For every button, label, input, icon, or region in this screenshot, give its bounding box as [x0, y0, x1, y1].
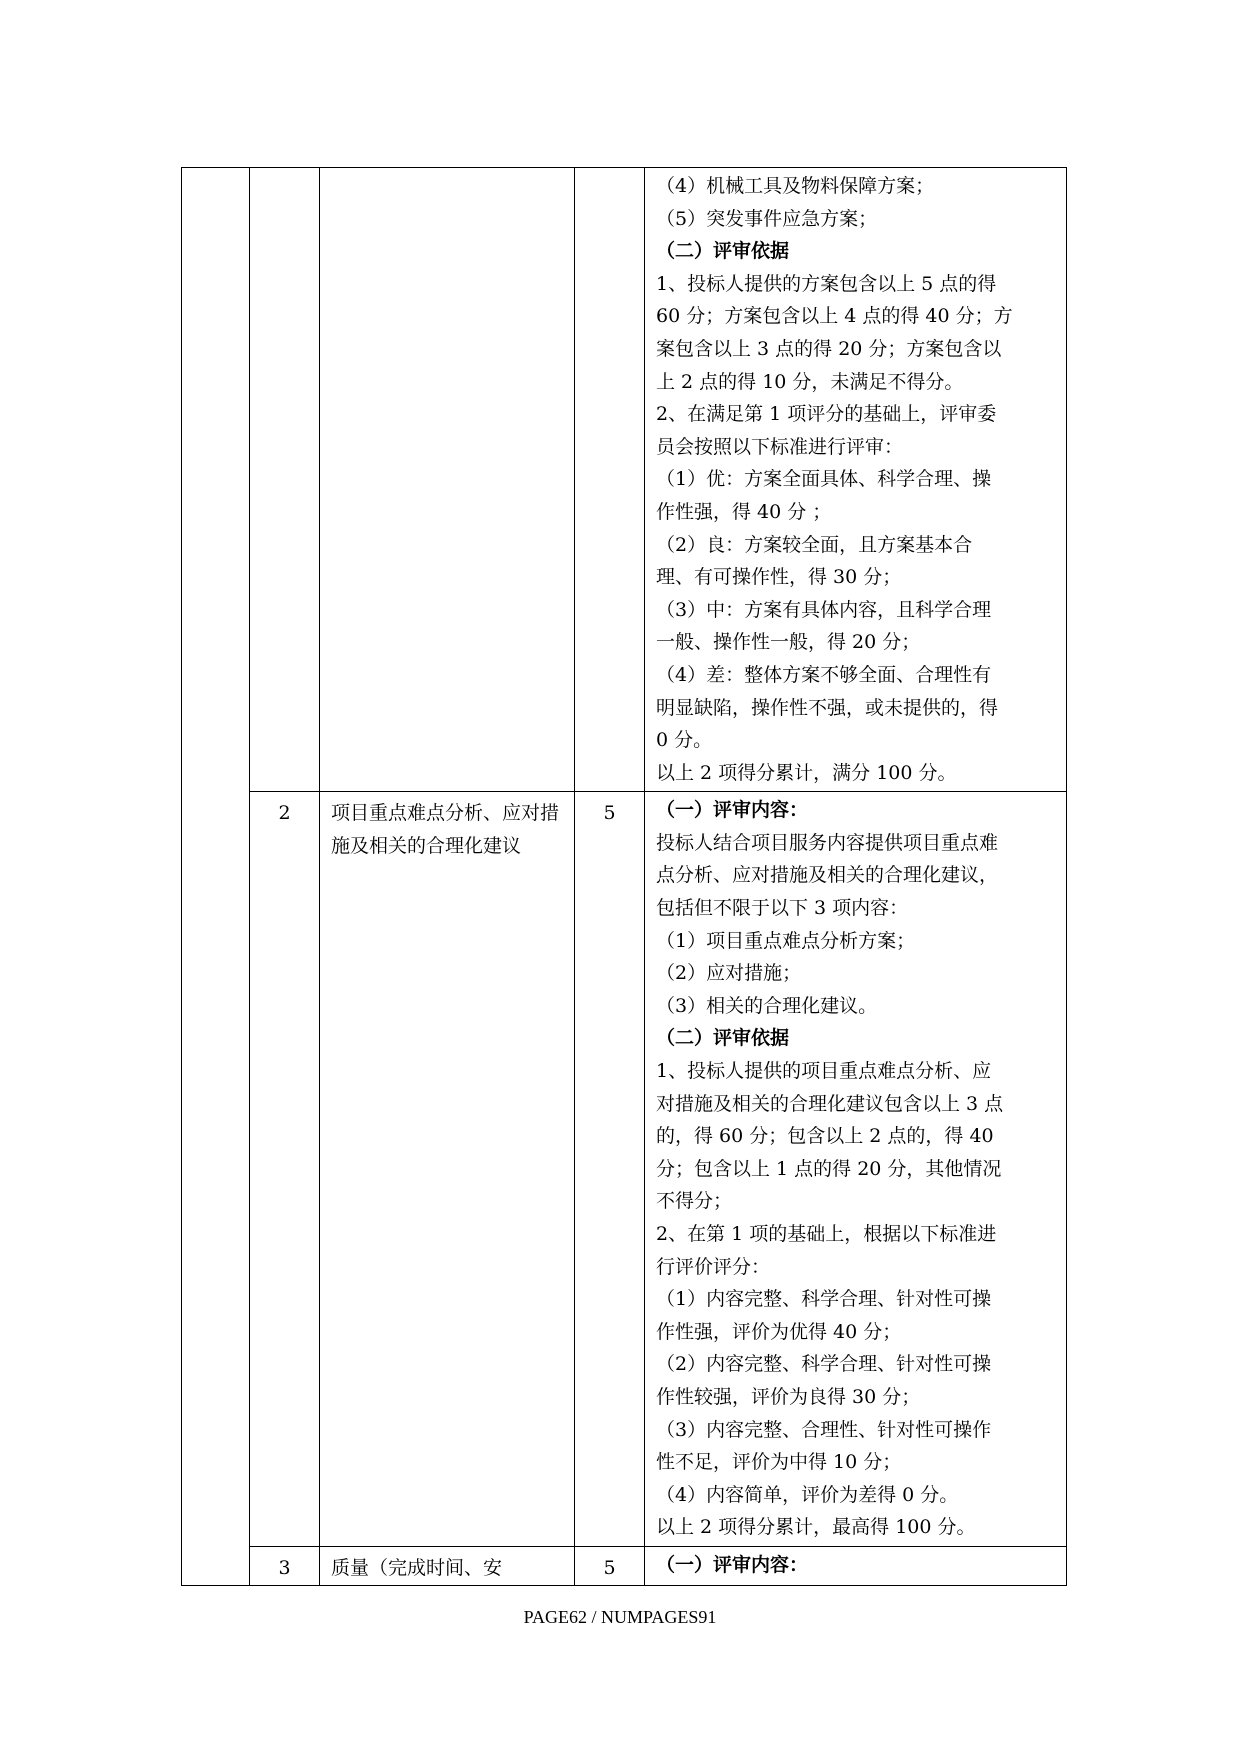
criteria-line: 一般、操作性一般，得 20 分；: [656, 631, 921, 654]
criteria-line: 明显缺陷，操作性不强，或未提供的，得: [656, 696, 999, 719]
section-heading: （二）评审依据: [656, 1027, 790, 1050]
criteria-line: 0 分。: [656, 729, 713, 752]
number-cell: [250, 792, 320, 1547]
item-name-cell: [320, 792, 575, 1547]
criteria-line: （2）内容完整、科学合理、针对性可操: [656, 1353, 992, 1376]
criteria-line: 2、在满足第 1 项评分的基础上，评审委: [656, 403, 997, 426]
table-row-3: [182, 1546, 1067, 1585]
item-name-cell: [320, 168, 575, 792]
section-heading: （一）评审内容：: [656, 1553, 809, 1576]
score-cell: [575, 1546, 645, 1585]
criteria-line: （1）内容完整、科学合理、针对性可操: [656, 1288, 992, 1311]
criteria-line: （1）项目重点难点分析方案；: [656, 929, 916, 952]
criteria-line: （1）优：方案全面具体、科学合理、操: [656, 468, 992, 491]
criteria-line: （3）相关的合理化建议。: [656, 994, 878, 1017]
section-heading: （二）评审依据: [656, 240, 790, 263]
number-cell: [250, 1546, 320, 1585]
item-number: 2: [278, 802, 291, 825]
criteria-line: 理、有可操作性，得 30 分；: [656, 566, 902, 589]
criteria-line: （4）差：整体方案不够全面、合理性有: [656, 663, 992, 686]
criteria-line: 作性强，得 40 分 ；: [656, 500, 832, 523]
criteria-line: 的，得 60 分；包含以上 2 点的，得 40: [656, 1125, 994, 1148]
item-name: 项目重点难点分析、应对措施及相关的合理化建议: [331, 802, 560, 857]
criteria-line: 60 分；方案包含以上 4 点的得 40 分；方: [656, 305, 1013, 328]
criteria-line: 行评价评分：: [656, 1255, 771, 1278]
score-cell: [575, 792, 645, 1547]
criteria-line: 1、投标人提供的方案包含以上 5 点的得: [656, 272, 997, 295]
criteria-line: （2）应对措施；: [656, 962, 802, 985]
item-score: 5: [603, 802, 616, 825]
scoring-table: [181, 167, 1067, 1586]
page-footer: PAGE62 / NUMPAGES91: [523, 1607, 717, 1627]
criteria-line: 案包含以上 3 点的得 20 分；方案包含以: [656, 337, 1002, 360]
criteria-line: （4）内容简单，评价为差得 0 分。: [656, 1483, 959, 1506]
criteria-line: 对措施及相关的合理化建议包含以上 3 点: [656, 1092, 1004, 1115]
criteria-line: （3）内容完整、合理性、针对性可操作: [656, 1418, 992, 1441]
item-name: 质量（完成时间、安: [331, 1556, 503, 1579]
criteria-line: 员会按照以下标准进行评审：: [656, 435, 904, 458]
criteria-line: （2）良：方案较全面，且方案基本合: [656, 533, 973, 556]
table-row-1: [182, 168, 1067, 792]
criteria-line: （4）机械工具及物料保障方案；: [656, 175, 935, 197]
item-score: 5: [603, 1556, 616, 1579]
item-number: 3: [278, 1556, 291, 1579]
criteria-line: 以上 2 项得分累计，满分 100 分。: [656, 761, 957, 784]
criteria-cell: [645, 1546, 1067, 1585]
criteria-line: 分；包含以上 1 点的得 20 分，其他情况: [656, 1157, 1002, 1180]
criteria-line: 不得分；: [656, 1190, 733, 1213]
item-name-cell: [320, 1546, 575, 1585]
score-cell: [575, 168, 645, 792]
criteria-text: [645, 792, 1066, 1546]
criteria-line: 以上 2 项得分累计，最高得 100 分。: [656, 1516, 976, 1539]
table-row-2: [182, 792, 1067, 1547]
section-heading: （一）评审内容：: [656, 799, 809, 822]
criteria-line: 包括但不限于以下 3 项内容：: [656, 897, 909, 920]
criteria-line: 作性较强，评价为良得 30 分；: [656, 1385, 921, 1408]
criteria-cell: [645, 792, 1067, 1547]
category-cell: [182, 168, 250, 1586]
criteria-line: （5）突发事件应急方案；: [656, 207, 878, 230]
number-cell: [250, 168, 320, 792]
criteria-line: 投标人结合项目服务内容提供项目重点难: [656, 831, 999, 854]
criteria-line: 点分析、应对措施及相关的合理化建议，: [656, 864, 999, 887]
criteria-line: 2、在第 1 项的基础上，根据以下标准进: [656, 1223, 997, 1245]
criteria-line: 1、投标人提供的项目重点难点分析、应: [656, 1060, 992, 1083]
criteria-text: [645, 168, 1066, 791]
criteria-line: 性不足，评价为中得 10 分；: [656, 1451, 902, 1474]
criteria-cell: [645, 168, 1067, 792]
criteria-line: 上 2 点的得 10 分，未满足不得分。: [656, 370, 964, 393]
criteria-line: 作性强，评价为优得 40 分；: [656, 1320, 902, 1343]
criteria-text: [645, 1547, 1066, 1584]
criteria-line: （3）中：方案有具体内容，且科学合理: [656, 598, 992, 621]
